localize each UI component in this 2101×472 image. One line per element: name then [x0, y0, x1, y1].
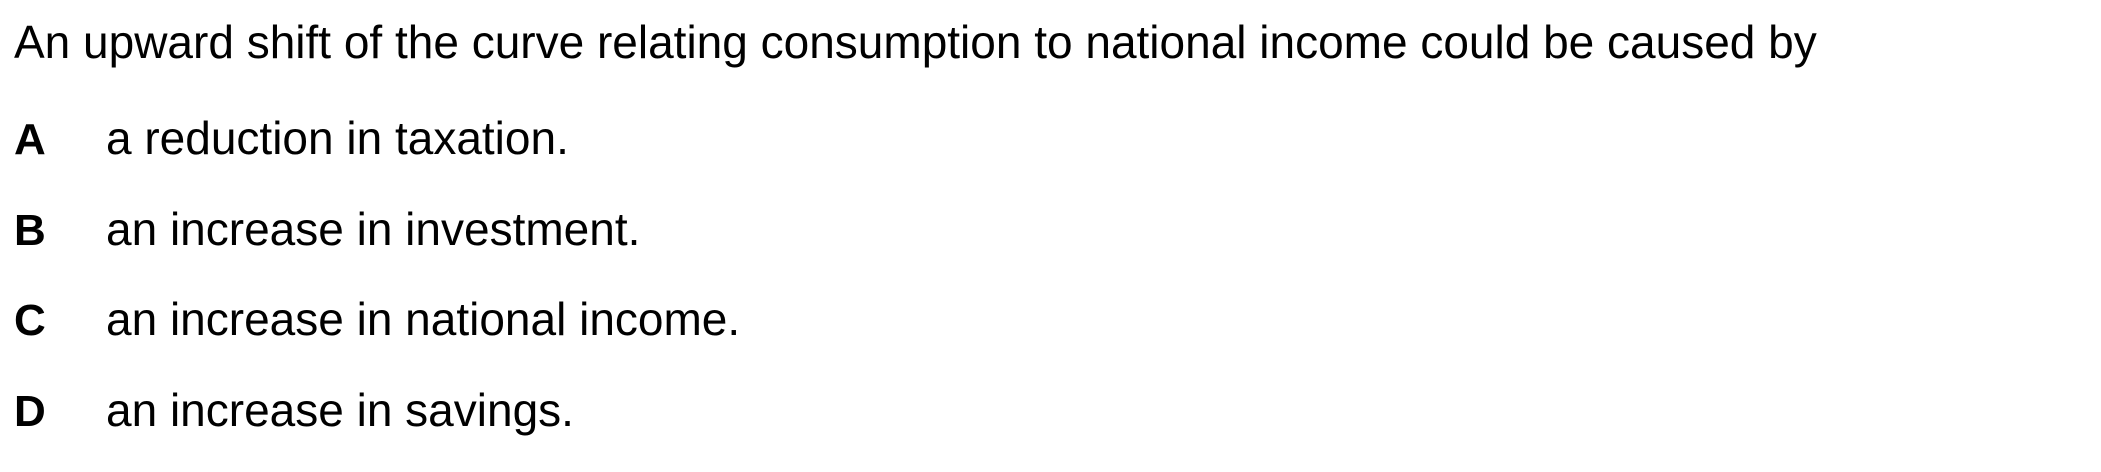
option-text: an increase in national income.	[106, 291, 740, 347]
option-letter: C	[14, 293, 106, 349]
option-a[interactable]	[14, 110, 740, 201]
option-letter: D	[14, 384, 106, 440]
answer-options	[14, 110, 740, 472]
question-stem: An upward shift of the curve relating consumption to national income could be caused by	[14, 14, 1817, 70]
option-text: an increase in investment.	[106, 201, 640, 257]
option-text: an increase in savings.	[106, 382, 574, 438]
option-c[interactable]	[14, 291, 740, 382]
option-text: a reduction in taxation.	[106, 110, 569, 166]
option-d[interactable]	[14, 382, 740, 472]
option-b[interactable]	[14, 201, 740, 292]
option-letter: A	[14, 112, 106, 168]
option-letter: B	[14, 203, 106, 259]
